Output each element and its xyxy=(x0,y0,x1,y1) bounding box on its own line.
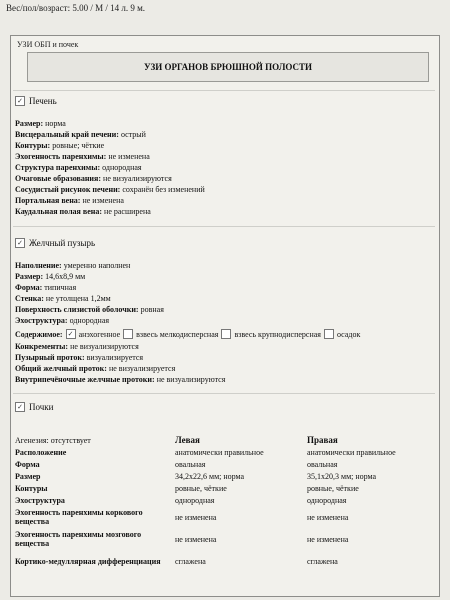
liver-row: Эхогенность паренхимы: не изменена xyxy=(15,152,150,161)
gallbladder-row: Поверхность слизистой оболочки: ровная xyxy=(15,305,164,314)
gallbladder-row: Эхоструктура: однородная xyxy=(15,316,110,325)
table-row: Расположение анатомически правильное анатомически правильное xyxy=(15,447,396,457)
liver-row: Висцеральный край печени: острый xyxy=(15,130,146,139)
contents-checkbox-coarse[interactable] xyxy=(221,329,231,339)
contents-option: взвесь мелкодисперсная xyxy=(136,329,219,339)
agenesis-text: Агенезия: отсутствует xyxy=(15,435,91,445)
gallbladder-checkbox[interactable]: ✓ xyxy=(15,238,25,248)
report-form xyxy=(10,35,440,597)
gallbladder-row: Внутрипечёночные желчные протоки: не визуализируются xyxy=(15,375,226,384)
liver-row: Структура паренхимы: однородная xyxy=(15,163,142,172)
liver-row: Очаговые образования: не визуализируются xyxy=(15,174,172,183)
table-header-row xyxy=(15,434,433,446)
liver-row: Портальная вена: не изменена xyxy=(15,196,124,205)
kidneys-title: Почки xyxy=(29,402,54,412)
contents-checkbox-fine[interactable] xyxy=(123,329,133,339)
table-row: Эхогенность паренхимы мозгового вещества не изменена не изменена xyxy=(15,530,349,548)
kidneys-table xyxy=(15,434,433,572)
contents-row xyxy=(15,329,360,339)
liver-section-header xyxy=(15,96,57,106)
divider xyxy=(13,393,435,394)
table-row: Контуры ровные, чёткие ровные, чёткие xyxy=(15,483,359,493)
gallbladder-section-header xyxy=(15,238,95,248)
divider xyxy=(13,226,435,227)
gallbladder-row: Конкременты: не визуализируются xyxy=(15,342,139,351)
table-row: Форма овальная овальная xyxy=(15,459,338,469)
liver-row: Сосудистый рисунок печени: сохранён без изменений xyxy=(15,185,205,194)
liver-checkbox[interactable]: ✓ xyxy=(15,96,25,106)
report-header: УЗИ ОРГАНОВ БРЮШНОЙ ПОЛОСТИ xyxy=(27,52,429,82)
contents-option: осадок xyxy=(336,329,361,339)
kidneys-checkbox[interactable]: ✓ xyxy=(15,402,25,412)
gallbladder-row: Форма: типичная xyxy=(15,283,77,292)
gallbladder-row: Стенка: не утолщена 1,2мм xyxy=(15,294,111,303)
kidneys-section-header xyxy=(15,402,53,412)
table-row: Эхоструктура однородная однородная xyxy=(15,495,347,505)
contents-checkbox-anechoic[interactable]: ✓ xyxy=(66,329,76,339)
table-row: Размер 34,2x22,6 мм; норма 35,1x20,3 мм; норма xyxy=(15,471,377,481)
liver-title: Печень xyxy=(29,96,57,106)
gallbladder-row: Размер: 14,6x8,9 мм xyxy=(15,272,86,281)
liver-row: Контуры: ровные; чёткие xyxy=(15,141,105,150)
contents-option: взвесь крупнодисперсная xyxy=(234,329,321,339)
gallbladder-title: Желчный пузырь xyxy=(29,238,96,248)
contents-option: анэхогенное xyxy=(78,329,121,339)
gallbladder-row: Пузырный проток: визуализируется xyxy=(15,353,144,362)
liver-row: Каудальная полая вена: не расширена xyxy=(15,207,151,216)
table-row: Эхогенность паренхимы коркового вещества не изменена не изменена xyxy=(15,508,349,526)
column-right: Правая xyxy=(307,435,338,445)
divider xyxy=(13,90,435,91)
contents-checkbox-sediment[interactable] xyxy=(324,329,334,339)
column-left: Левая xyxy=(175,435,200,445)
gallbladder-row: Наполнение: умеренно наполнен xyxy=(15,261,131,270)
contents-label: Содержимое: xyxy=(15,329,63,339)
table-row: Кортико-медуллярная дифференциация сглажена сглажена xyxy=(15,556,338,566)
patient-info: Вес/пол/возраст: 5.00 / М / 14 л. 9 м. xyxy=(6,3,146,13)
gallbladder-row: Общий желчный проток: не визуализируется xyxy=(15,364,176,373)
liver-row: Размер: норма xyxy=(15,119,66,128)
form-title: УЗИ ОБП и почек xyxy=(17,40,79,49)
